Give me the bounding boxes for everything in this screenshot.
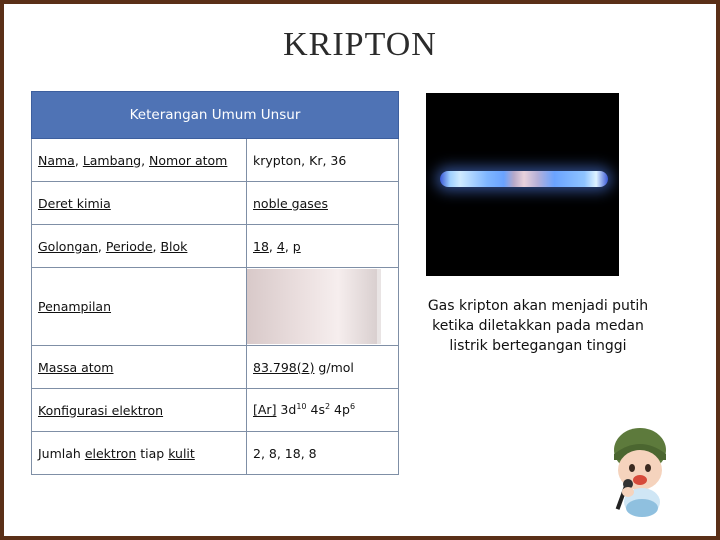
label-part: Jumlah [38,445,85,461]
label-part: tiap [136,445,169,461]
golongan-link[interactable]: Golongan [38,238,98,254]
separator: , [97,238,106,254]
separator: , [268,238,277,254]
block-p-link[interactable]: p [292,238,301,254]
table-row [32,268,399,346]
row-label [32,225,247,268]
soldier-baby-microphone-icon [602,424,682,520]
elektron-link[interactable]: elektron [84,445,137,461]
row-value [247,268,399,346]
period-4-link[interactable]: 4 [276,238,285,254]
group-18-link[interactable]: 18 [253,238,269,254]
konfigurasi-elektron-link[interactable]: Konfigurasi elektron [38,402,164,418]
table-row [32,225,399,268]
config-sup: 6 [349,402,356,412]
periode-link[interactable]: Periode [105,238,153,254]
page-title: KRIPTON [283,26,437,63]
massa-atom-link[interactable]: Massa atom [38,359,114,375]
glowing-tube [440,171,608,187]
table-row [32,432,399,475]
atomic-mass-link[interactable]: 83.798(2) [253,359,315,375]
separator: , [141,152,150,168]
config-sup: 10 [296,402,307,412]
noble-gases-link[interactable]: noble gases [253,195,328,211]
table-row [32,346,399,389]
row-label [32,139,247,182]
row-value [247,389,399,432]
nama-link[interactable]: Nama [38,152,75,168]
kulit-link[interactable]: kulit [168,445,195,461]
row-label [32,346,247,389]
row-label [32,389,247,432]
slide [4,4,716,536]
deret-kimia-link[interactable]: Deret kimia [38,195,111,211]
table-row [32,182,399,225]
separator: , [152,238,161,254]
row-value [247,182,399,225]
row-value [247,225,399,268]
nomor-atom-link[interactable]: Nomor atom [149,152,228,168]
krypton-tube-photo [426,93,619,276]
appearance-image [247,269,381,344]
config-part: 4p [330,402,350,418]
caption: Gas kripton akan menjadi putih ketika diletakkan pada medan listrik bertegangan tinggi [427,298,649,354]
config-part: 4s [306,402,325,418]
config-sup: 2 [324,402,331,412]
row-label [32,268,247,346]
table-row [32,139,399,182]
argon-link[interactable]: [Ar] [253,402,277,418]
row-value: krypton, Kr, 36 [247,139,399,182]
mass-unit: g/mol [314,359,354,375]
lambang-link[interactable]: Lambang [82,152,142,168]
row-label [32,182,247,225]
element-info-table [31,91,399,475]
table-header: Keterangan Umum Unsur [32,92,399,139]
table-row [32,389,399,432]
separator: , [284,238,293,254]
row-value: 2, 8, 18, 8 [247,432,399,475]
config-part: 3d [276,402,297,418]
row-value [247,346,399,389]
separator: , [74,152,83,168]
row-label [32,432,247,475]
blok-link[interactable]: Blok [160,238,188,254]
penampilan-link[interactable]: Penampilan [38,299,112,314]
